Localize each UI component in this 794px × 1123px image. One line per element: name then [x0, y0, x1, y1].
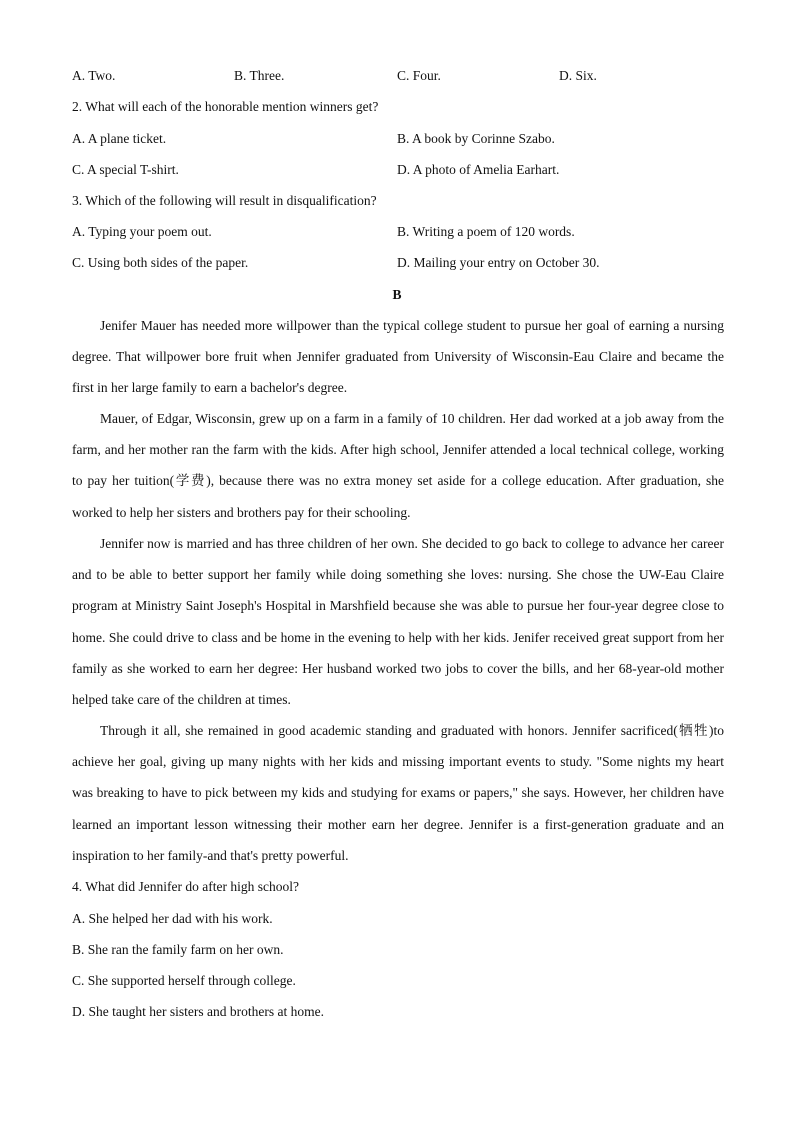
q3-option-d[interactable]: D. Mailing your entry on October 30.	[397, 255, 600, 270]
q2-stem: 2. What will each of the honorable mention winners get?	[72, 99, 379, 114]
q2-option-c[interactable]: C. A special T-shirt.	[72, 162, 179, 177]
q3-option-c[interactable]: C. Using both sides of the paper.	[72, 255, 249, 270]
q2-option-d[interactable]: D. A photo of Amelia Earhart.	[397, 162, 560, 177]
section-title: B	[392, 287, 402, 302]
q4-option-c[interactable]: C. She supported herself through college.	[72, 973, 296, 988]
q2-option-a[interactable]: A. A plane ticket.	[72, 131, 167, 146]
q1-option-c[interactable]: C. Four.	[397, 68, 441, 83]
q3-stem: 3. Which of the following will result in disqualification?	[72, 193, 377, 208]
passage-paragraph-1: Jenifer Mauer has needed more willpower than the typical college student to pursue her goal of earning a nursing degree. That willpower bore fruit when Jennifer graduated from University of Wisconsin-Eau Claire and became the first in her large family to earn a bachelor's degree.	[72, 318, 724, 396]
q4-option-b[interactable]: B. She ran the family farm on her own.	[72, 942, 284, 957]
q4-option-a[interactable]: A. She helped her dad with his work.	[72, 911, 273, 926]
q4-option-d[interactable]: D. She taught her sisters and brothers at home.	[72, 1004, 324, 1019]
q3-option-b[interactable]: B. Writing a poem of 120 words.	[397, 224, 575, 239]
passage-paragraph-2: Mauer, of Edgar, Wisconsin, grew up on a farm in a family of 10 children. Her dad worked at a job away from the farm, and her mother ran the farm with the kids. After high school, Jennifer attended a local technical college, working to pay her tuition(学费), because there was no extra money set aside for a college education. After graduation, she worked to help her sisters and brothers pay for their schooling.	[72, 411, 724, 520]
passage-paragraph-3: Jennifer now is married and has three children of her own. She decided to go back to college to advance her career and to be able to better support her family while doing something she loves: nursing. She chose the UW-Eau Claire program at Ministry Saint Joseph's Hospital in Marshfield because she was able to pursue her four-year degree close to home. She could drive to class and be home in the evening to help with her kids. Jenifer received great support from her family as she worked to earn her degree: Her husband worked two jobs to cover the bills, and her 68-year-old mother helped take care of the children at times.	[72, 536, 724, 708]
q2-option-b[interactable]: B. A book by Corinne Szabo.	[397, 131, 555, 146]
q3-option-a[interactable]: A. Typing your poem out.	[72, 224, 212, 239]
q1-option-a[interactable]: A. Two.	[72, 68, 116, 83]
passage-paragraph-4: Through it all, she remained in good academic standing and graduated with honors. Jennifer sacrificed(牺牲)to achieve her goal, giving up many nights with her kids and missing important events to study. "Some nights my heart was breaking to have to pick between my kids and studying for exams or papers," she says. However, her children have learned an important lesson witnessing their mother earn her degree. Jennifer is a first-generation graduate and an inspiration to her family-and that's pretty powerful.	[72, 723, 724, 863]
q1-option-b[interactable]: B. Three.	[234, 68, 285, 83]
q1-option-d[interactable]: D. Six.	[559, 68, 597, 83]
q4-stem: 4. What did Jennifer do after high school?	[72, 879, 299, 894]
